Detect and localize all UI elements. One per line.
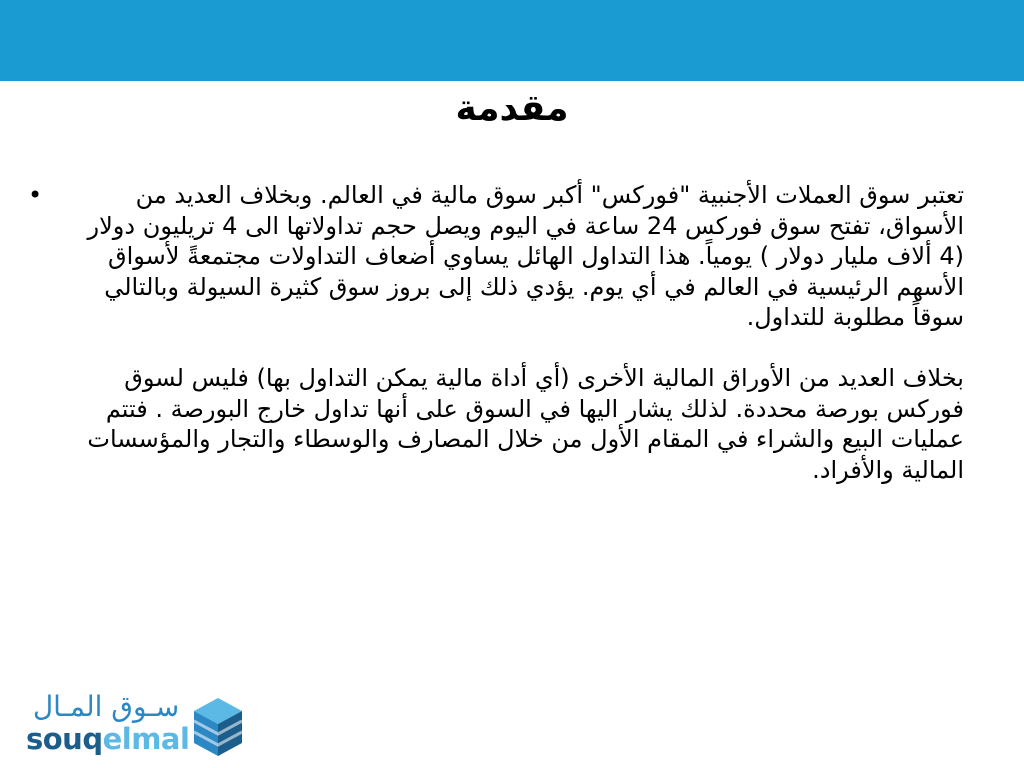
slide-body [28, 180, 964, 485]
logo-cube-icon [192, 696, 244, 758]
paragraph-otc-market: بخلاف العديد من الأوراق المالية الأخرى (أي أداة مالية يمكن التداول بها) فليس لسوق فوركس بورصة محددة. لذلك يشار اليها في السوق على أنها تداول خارج البورصة . فتتم عمليات البيع والشراء في المقام الأول من خلال المصارف والوسطاء والتجار والمؤسسات المالية والأفراد. [87, 364, 964, 484]
paragraph-forex-intro-text: تعتبر سوق العملات الأجنبية "فوركس" أكبر سوق مالية في العالم. وبخلاف العديد من الأسواق، تفتح سوق فوركس 24 ساعة في اليوم ويصل حجم تداولاتها الى 4 تريليون دولار (4 ألاف مليار دولار ) يومياً. هذا التداول الهائل يساوي أضعاف التداولات مجتمعةً لأسواق الأسهم الرئيسية في العالم في أي يوم. يؤدي ذلك إلى بروز سوق كثيرة السيولة وبالتالي سوقاً مطلوبة للتداول. [87, 181, 964, 331]
logo-arabic-text [26, 690, 186, 724]
logo-latin-text [26, 722, 189, 756]
bullet-icon: • [28, 181, 43, 209]
logo-latin-suffix: elmal [102, 722, 190, 756]
logo-arabic-wordmark: سـوق المـال [32, 690, 180, 723]
slide-title: مقدمة [455, 88, 569, 129]
logo-latin-prefix: souq [26, 722, 103, 756]
souqelmal-logo [26, 690, 246, 762]
header-bar [0, 0, 1024, 81]
paragraph-forex-intro [28, 180, 964, 333]
